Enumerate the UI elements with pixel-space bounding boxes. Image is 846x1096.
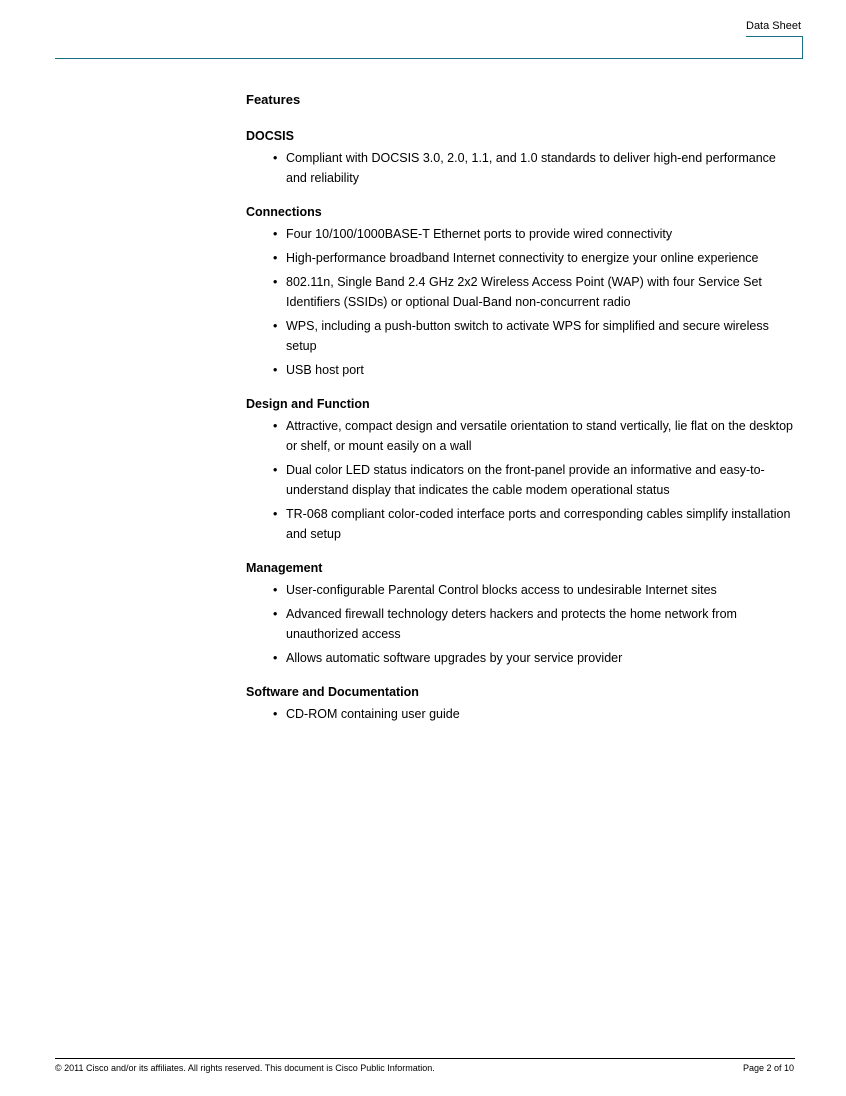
footer-rule	[55, 1058, 795, 1059]
section-heading: Connections	[246, 205, 322, 219]
bullet-icon: •	[273, 251, 278, 265]
bullet-icon: •	[273, 419, 278, 433]
list-item-text: WPS, including a push-button switch to activate WPS for simplified and secure wireless	[286, 319, 769, 333]
bullet-icon: •	[273, 319, 278, 333]
list-item	[246, 460, 816, 500]
list-item-text: Dual color LED status indicators on the front-panel provide an informative and easy-to-	[286, 463, 765, 477]
section-heading: Management	[246, 561, 323, 575]
list-item-text: understand display that indicates the cable modem operational status	[286, 483, 670, 497]
page-title: Features	[246, 92, 301, 107]
list-item-text: unauthorized access	[286, 627, 401, 641]
list-item-text: or shelf, or mount easily on a wall	[286, 439, 472, 453]
bullet-icon: •	[273, 651, 278, 665]
bullet-icon: •	[273, 583, 278, 597]
list-item-text: setup	[286, 339, 317, 353]
list-item	[246, 416, 816, 456]
footer-page-number: Page 2 of 10	[742, 1063, 794, 1073]
section-heading: DOCSIS	[246, 129, 294, 143]
bullet-list	[246, 580, 816, 668]
list-item-text: Allows automatic software upgrades by your service provider	[286, 651, 623, 665]
list-item-text: Four 10/100/1000BASE-T Ethernet ports to provide wired connectivity	[286, 227, 673, 241]
list-item-text: Identifiers (SSIDs) or optional Dual-Band non-concurrent radio	[286, 295, 631, 309]
bullet-icon: •	[273, 707, 278, 721]
bullet-icon: •	[273, 227, 278, 241]
section-heading: Design and Function	[246, 397, 370, 411]
list-item-text: User-configurable Parental Control blocks access to undesirable Internet sites	[286, 583, 717, 597]
bullet-icon: •	[273, 275, 278, 289]
list-item	[246, 316, 816, 356]
list-item	[246, 504, 816, 544]
list-item	[246, 704, 816, 724]
section-heading: Software and Documentation	[246, 685, 419, 699]
list-item-text: CD-ROM containing user guide	[286, 707, 460, 721]
list-item	[246, 272, 816, 312]
list-item	[246, 360, 816, 380]
bullet-icon: •	[273, 507, 278, 521]
list-item-text: 802.11n, Single Band 2.4 GHz 2x2 Wireless Access Point (WAP) with four Service Set	[286, 275, 762, 289]
header-rule	[55, 58, 803, 59]
header-title: Data Sheet	[746, 20, 802, 32]
bullet-icon: •	[273, 363, 278, 377]
list-item	[246, 580, 816, 600]
footer-copyright: © 2011 Cisco and/or its affiliates. All rights reserved. This document is Cisco Public Information.	[55, 1063, 435, 1073]
bullet-list	[246, 416, 816, 544]
list-item-text: TR-068 compliant color-coded interface ports and corresponding cables simplify installation	[286, 507, 791, 521]
header-tab-box	[746, 36, 803, 59]
list-item-text: and reliability	[286, 171, 359, 185]
list-item	[246, 604, 816, 644]
bullet-list	[246, 148, 816, 188]
list-item	[246, 148, 816, 188]
bullet-list	[246, 704, 816, 724]
bullet-icon: •	[273, 151, 278, 165]
list-item	[246, 248, 816, 268]
list-item-text: Advanced firewall technology deters hackers and protects the home network from	[286, 607, 737, 621]
list-item-text: Attractive, compact design and versatile orientation to stand vertically, lie flat on the desktop	[286, 419, 793, 433]
section-docsis	[246, 128, 816, 188]
feature-sections	[246, 128, 816, 724]
list-item-text: Compliant with DOCSIS 3.0, 2.0, 1.1, and 1.0 standards to deliver high-end performance	[286, 151, 776, 165]
list-item-text: High-performance broadband Internet connectivity to energize your online experience	[286, 251, 759, 265]
document-body	[246, 92, 816, 740]
bullet-icon: •	[273, 463, 278, 477]
list-item	[246, 224, 816, 244]
section-management	[246, 560, 816, 668]
list-item-text: and setup	[286, 527, 341, 541]
section-software-and-documentation	[246, 684, 816, 724]
bullet-list	[246, 224, 816, 380]
list-item	[246, 648, 816, 668]
section-design-and-function	[246, 396, 816, 544]
section-connections	[246, 204, 816, 380]
list-item-text: USB host port	[286, 363, 364, 377]
bullet-icon: •	[273, 607, 278, 621]
